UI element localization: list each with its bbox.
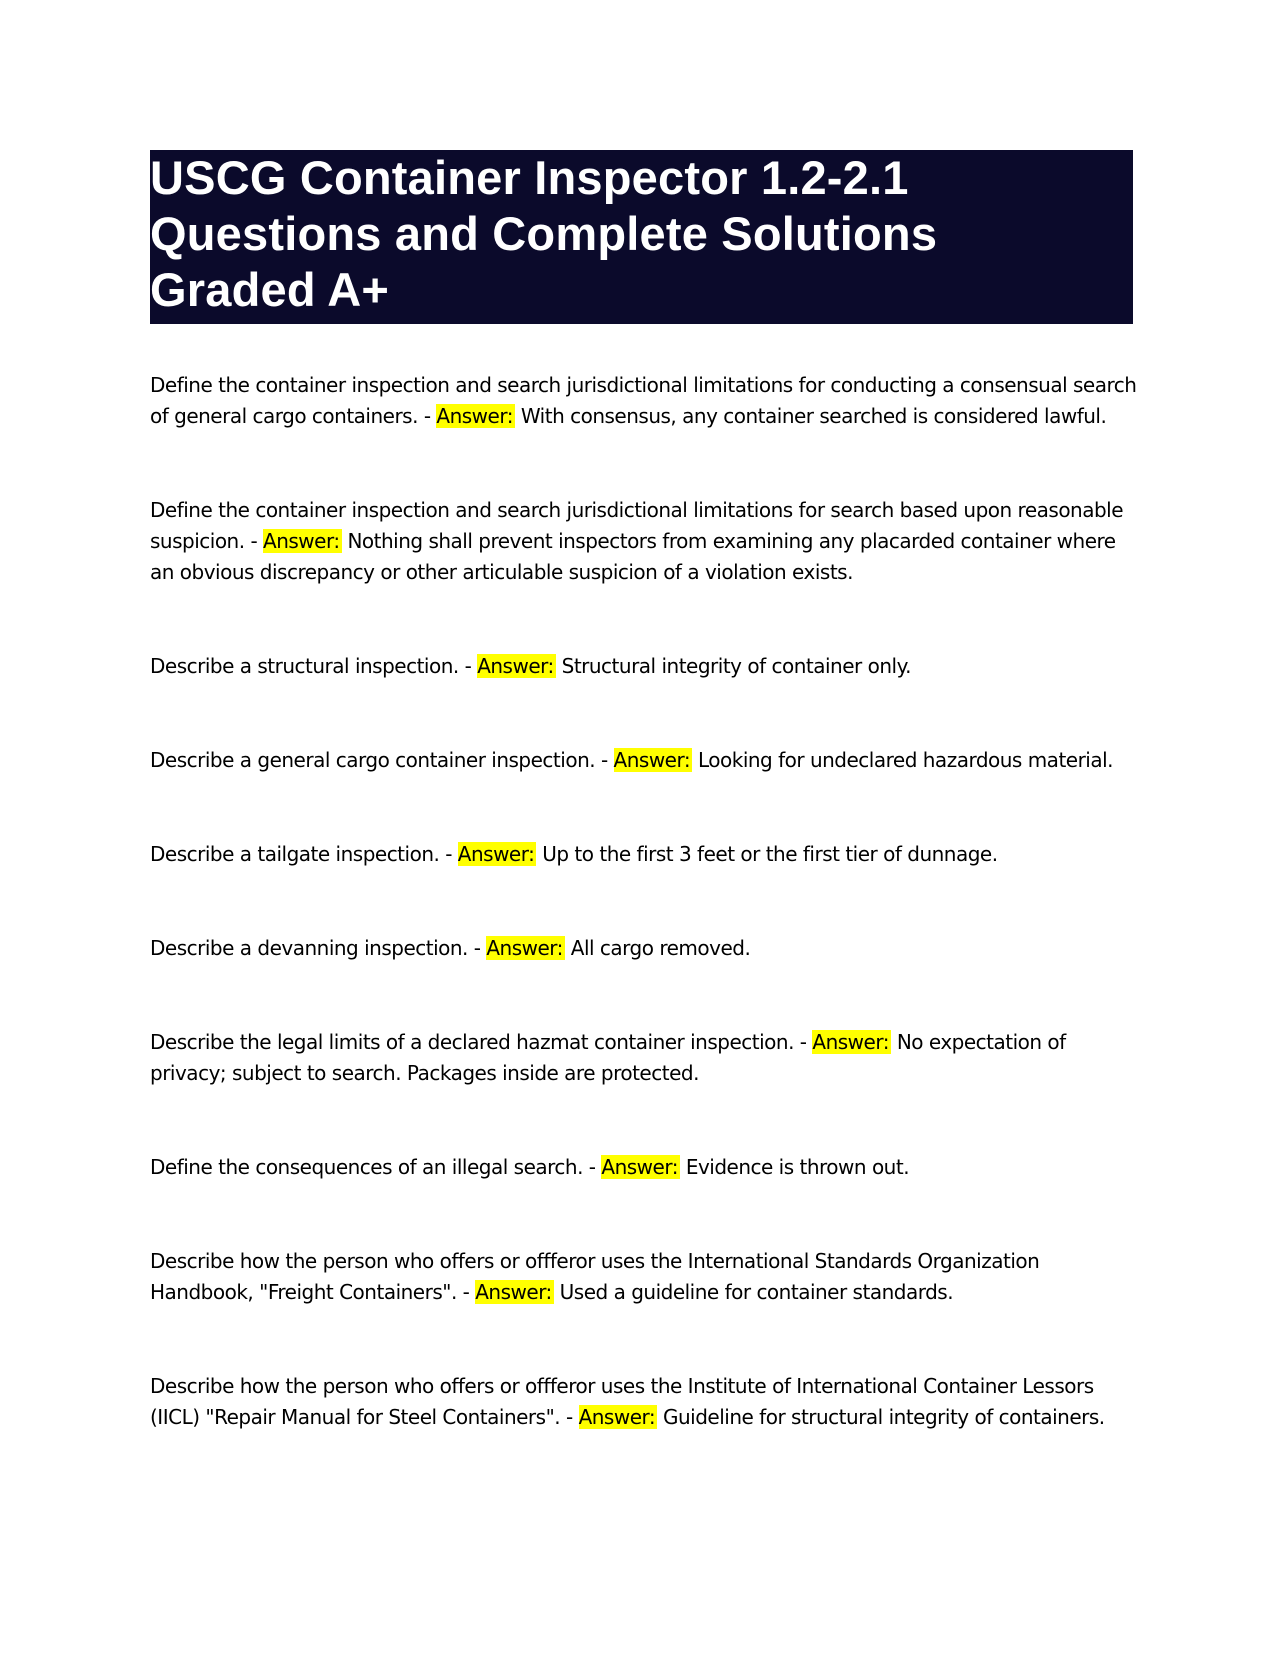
separator: - bbox=[595, 748, 614, 772]
separator: - bbox=[244, 529, 264, 553]
answer-text: All cargo removed. bbox=[570, 936, 751, 960]
question-text: Describe a tailgate inspection. bbox=[150, 842, 440, 866]
answer-label: Answer: bbox=[486, 936, 563, 960]
answer-text: With consensus, any container searched is considered lawful. bbox=[520, 404, 1107, 428]
qa-item bbox=[150, 495, 1140, 588]
answer-text: No expectation of privacy; subject to search. Packages inside are protected. bbox=[150, 1030, 1066, 1085]
qa-item bbox=[150, 745, 1140, 776]
answer-text: Structural integrity of container only. bbox=[561, 654, 911, 678]
answer-label: Answer: bbox=[436, 404, 513, 428]
answer-text: Guideline for structural integrity of containers. bbox=[662, 1405, 1105, 1429]
document-title: USCG Container Inspector 1.2-2.1 Questions and Complete Solutions Graded A+ bbox=[150, 151, 938, 316]
answer-text: Evidence is thrown out. bbox=[685, 1155, 910, 1179]
title-banner bbox=[150, 150, 1133, 324]
question-text: Describe how the person who offers or offferor uses the Institute of International Container Lessors (IICL) "Repair Manual for Steel Containers". bbox=[150, 1374, 1094, 1429]
answer-label: Answer: bbox=[263, 529, 340, 553]
question-text: Describe how the person who offers or offferor uses the International Standards Organization Handbook, "Freight Containers". bbox=[150, 1249, 1040, 1304]
answer-text: Looking for undeclared hazardous material. bbox=[697, 748, 1114, 772]
qa-list bbox=[150, 370, 1140, 1496]
answer-label: Answer: bbox=[613, 748, 691, 772]
answer-text: Used a guideline for container standards. bbox=[559, 1280, 954, 1304]
question-text: Define the consequences of an illegal search. bbox=[150, 1155, 583, 1179]
qa-item bbox=[150, 1152, 1140, 1183]
question-text: Define the container inspection and search jurisdictional limitations for conducting a consensual search of general cargo containers. bbox=[150, 373, 1137, 428]
question-text: Define the container inspection and search jurisdictional limitations for search based upon reasonable suspicion. bbox=[150, 498, 1124, 553]
answer-text: Nothing shall prevent inspectors from examining any placarded container where an obvious discrepancy or other articulable suspicion of a violation exists. bbox=[150, 529, 1116, 584]
answer-label: Answer: bbox=[457, 842, 535, 866]
question-text: Describe a general cargo container inspection. bbox=[150, 748, 596, 772]
answer-label: Answer: bbox=[578, 1405, 656, 1429]
separator: - bbox=[560, 1405, 579, 1429]
qa-item bbox=[150, 1246, 1140, 1308]
separator: - bbox=[417, 404, 437, 428]
qa-item bbox=[150, 651, 1140, 682]
qa-item bbox=[150, 1027, 1140, 1089]
separator: - bbox=[793, 1030, 813, 1054]
qa-item bbox=[150, 839, 1140, 870]
separator: - bbox=[458, 654, 478, 678]
separator: - bbox=[467, 936, 487, 960]
separator: - bbox=[439, 842, 458, 866]
question-text: Describe a devanning inspection. bbox=[150, 936, 468, 960]
answer-label: Answer: bbox=[475, 1280, 552, 1304]
question-text: Describe the legal limits of a declared hazmat container inspection. bbox=[150, 1030, 794, 1054]
question-text: Describe a structural inspection. bbox=[150, 654, 459, 678]
answer-text: Up to the first 3 feet or the first tier of dunnage. bbox=[542, 842, 998, 866]
answer-label: Answer: bbox=[477, 654, 554, 678]
answer-label: Answer: bbox=[601, 1155, 678, 1179]
separator: - bbox=[582, 1155, 602, 1179]
qa-item bbox=[150, 933, 1140, 964]
qa-item bbox=[150, 370, 1140, 432]
answer-label: Answer: bbox=[812, 1030, 889, 1054]
separator: - bbox=[456, 1280, 476, 1304]
qa-item bbox=[150, 1371, 1140, 1433]
